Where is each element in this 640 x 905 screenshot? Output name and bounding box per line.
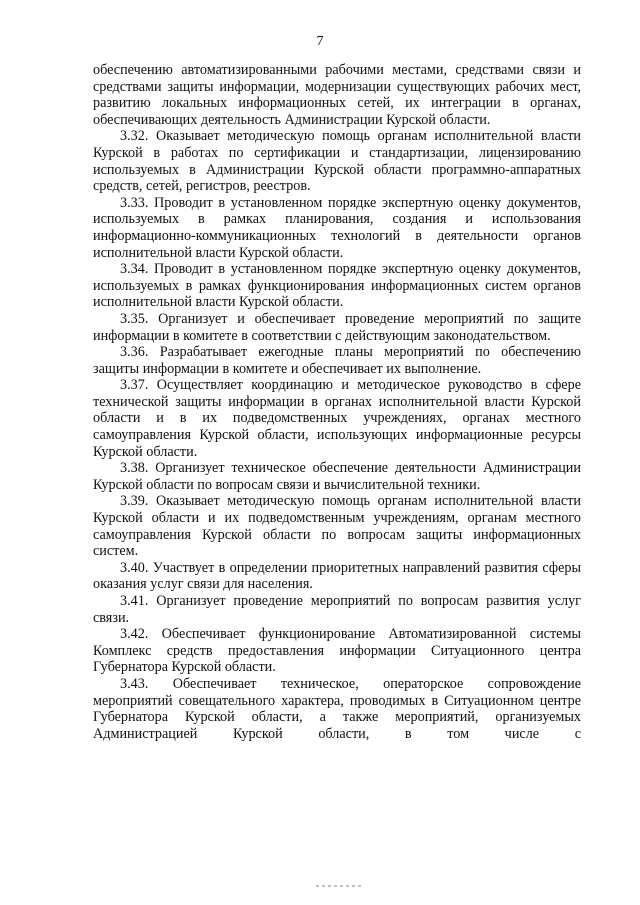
paragraph-3-41: 3.41. Организует проведение мероприятий по вопросам развития услуг связи.	[93, 593, 581, 626]
document-body	[93, 62, 581, 742]
paragraph-3-39: 3.39. Оказывает методическую помощь органам исполнительной власти Курской области и их подведомственным учреждениям, органам местного самоуправления Курской области по вопросам защиты информационных систем.	[93, 493, 581, 560]
page-number: 7	[316, 34, 324, 49]
paragraph-3-43: 3.43. Обеспечивает техническое, операторское сопровождение мероприятий совещательного характера, проводимых в Ситуационном центре Губернатора Курской области, а также мероприятий, организуемых Администрацией Курской области, в том числе с	[93, 675, 581, 742]
paragraph-3-40: 3.40. Участвует в определении приоритетных направлений развития сферы оказания услуг связи для населения.	[93, 559, 581, 593]
paragraph-3-33: 3.33. Проводит в установленном порядке экспертную оценку документов, используемых в рамках планирования, создания и использования информационно-коммуникационных технологий в деятельности органов исполнительной власти Курской области.	[93, 194, 581, 261]
paragraph-3-36: 3.36. Разрабатывает ежегодные планы мероприятий по обеспечению защиты информации в комитете и обеспечивает их выполнение.	[93, 344, 581, 377]
paragraph-continuation: обеспечению автоматизированными рабочими местами, средствами связи и средствами защиты информации, модернизации существующих рабочих мест, развитию локальных информационных сетей, их интеграции в органах, обеспечивающих деятельность Администрации Курской области.	[93, 62, 581, 128]
paragraph-3-42: 3.42. Обеспечивает функционирование Автоматизированной системы Комплекс средств предоставления информации Ситуационного центра Губернатора Курской области.	[93, 626, 581, 676]
paragraph-3-35: 3.35. Организует и обеспечивает проведение мероприятий по защите информации в комитете в соответствии с действующим законодательством.	[93, 310, 581, 344]
paragraph-3-34: 3.34. Проводит в установленном порядке экспертную оценку документов, используемых в рамках функционирования информационных систем органов исполнительной власти Курской области.	[93, 261, 581, 311]
paragraph-3-38: 3.38. Организует техническое обеспечение деятельности Администрации Курской области по вопросам связи и вычислительной техники.	[93, 460, 581, 493]
paragraph-3-32: 3.32. Оказывает методическую помощь органам исполнительной власти Курской в работах по сертификации и стандартизации, лицензированию используемых в Администрации Курской области программно-аппаратных средств, сетей, регистров, реестров.	[93, 128, 581, 195]
scan-artifact	[316, 885, 362, 887]
paragraph-3-37: 3.37. Осуществляет координацию и методическое руководство в сфере технической защиты информации в органах исполнительной власти Курской области и в их подведомственных учреждениях, органах местного самоуправления Курской области, использующих информационные ресурсы Курской области.	[93, 377, 581, 460]
